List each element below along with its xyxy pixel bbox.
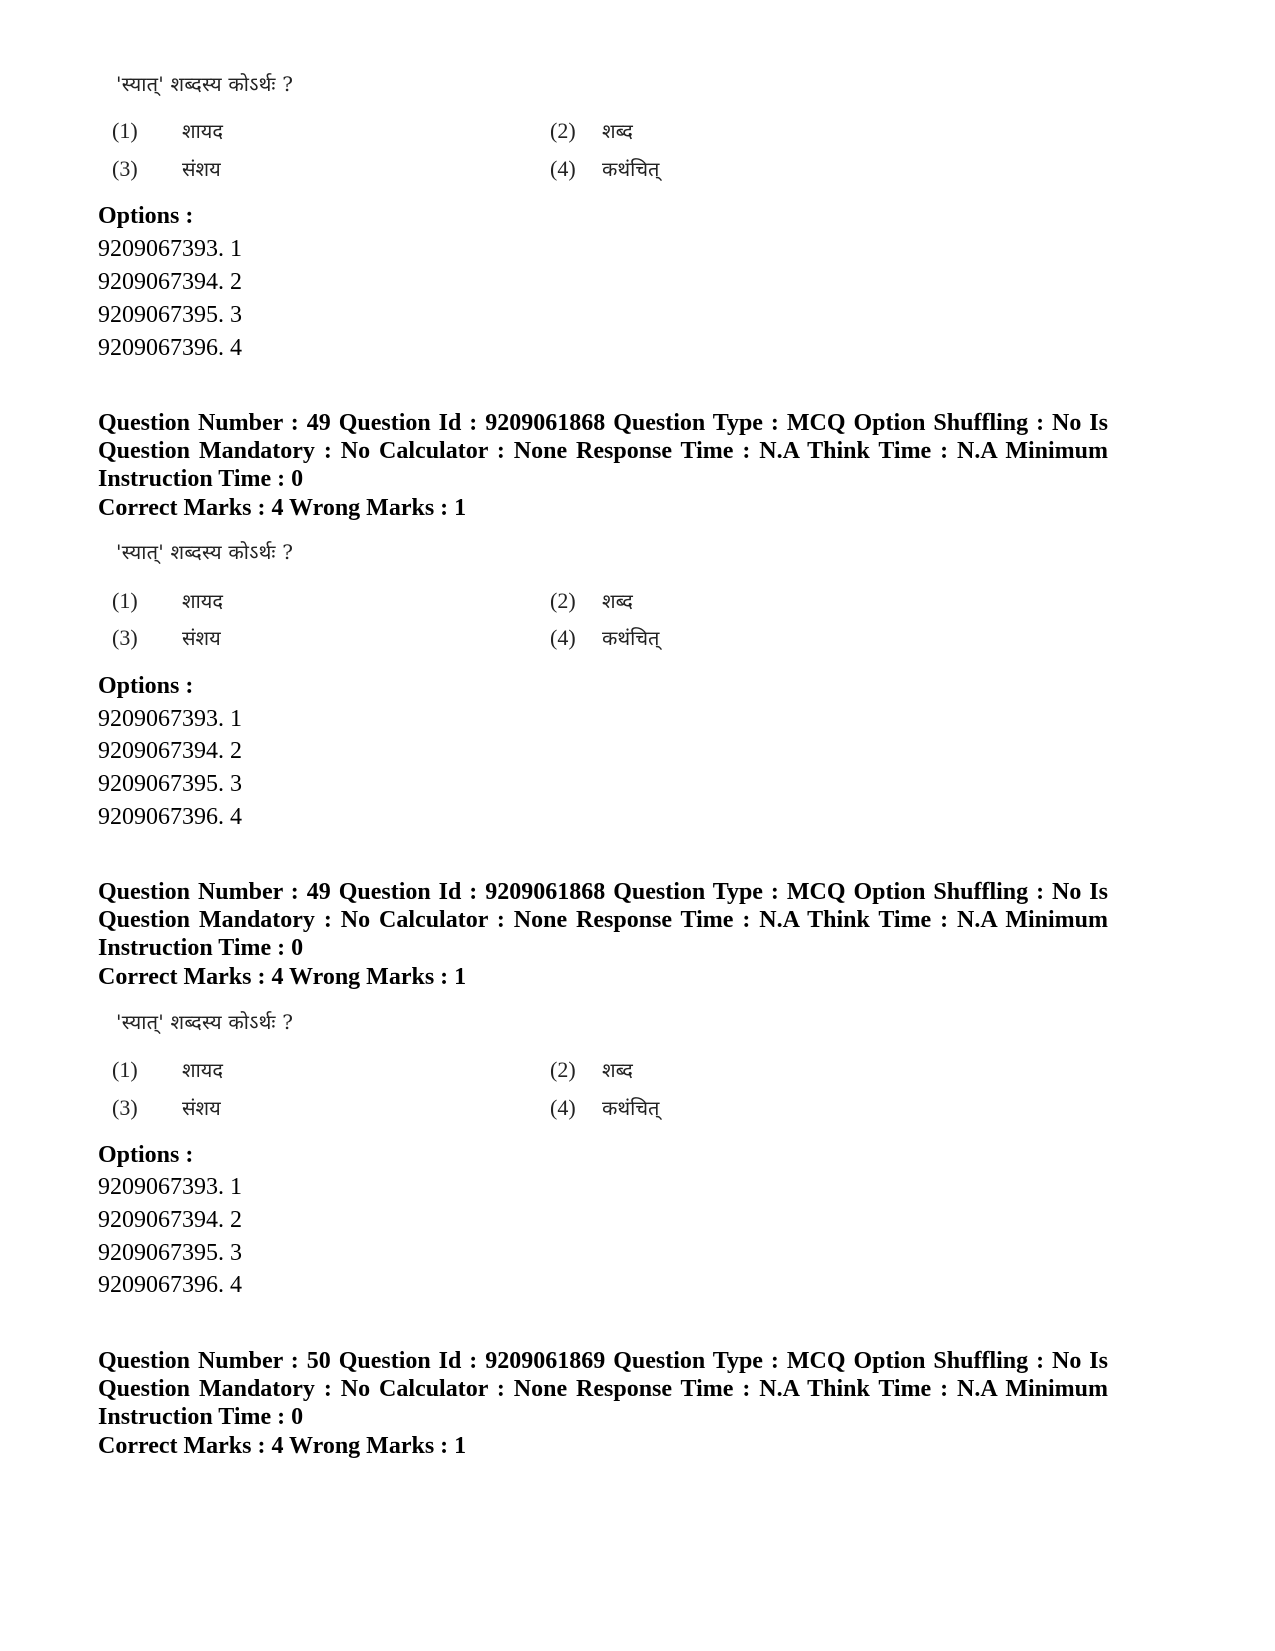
choice-number: (4) bbox=[550, 156, 576, 181]
choice-number: (4) bbox=[550, 625, 576, 650]
choice-1 bbox=[112, 587, 223, 614]
question-meta: Question Number : 49 Question Id : 9209061868 Question Type : MCQ Option Shuffling : No Is Question Mandatory : No Calculator : None Response Time : N.A Think Time : N.A Minimum Instruction Time : 0 bbox=[98, 410, 1108, 492]
choice-4 bbox=[550, 624, 659, 651]
choice-text: संशय bbox=[182, 157, 221, 181]
question-text: 'स्यात्' शब्दस्य कोऽर्थः ? bbox=[116, 540, 294, 564]
question-marks: Correct Marks : 4 Wrong Marks : 1 bbox=[98, 964, 467, 990]
choice-text: शब्द bbox=[602, 1058, 633, 1082]
option-line: 9209067394. 2 bbox=[98, 1207, 242, 1233]
choice-4 bbox=[550, 1094, 659, 1121]
choice-number: (2) bbox=[550, 1057, 576, 1082]
question-text: 'स्यात्' शब्दस्य कोऽर्थः ? bbox=[116, 72, 294, 96]
option-line: 9209067396. 4 bbox=[98, 1272, 242, 1298]
option-line: 9209067396. 4 bbox=[98, 804, 242, 830]
choice-number: (1) bbox=[112, 118, 138, 143]
question-meta: Question Number : 50 Question Id : 9209061869 Question Type : MCQ Option Shuffling : No Is Question Mandatory : No Calculator : None Response Time : N.A Think Time : N.A Minimum Instruction Time : 0 bbox=[98, 1348, 1108, 1430]
choice-number: (1) bbox=[112, 1057, 138, 1082]
options-heading: Options : bbox=[98, 1142, 194, 1168]
choice-2 bbox=[550, 117, 633, 144]
choice-2 bbox=[550, 587, 633, 614]
option-line: 9209067395. 3 bbox=[98, 771, 242, 797]
choice-number: (3) bbox=[112, 625, 138, 650]
option-line: 9209067393. 1 bbox=[98, 236, 242, 262]
options-heading: Options : bbox=[98, 673, 194, 699]
choice-text: कथंचित् bbox=[602, 157, 660, 181]
option-line: 9209067394. 2 bbox=[98, 738, 242, 764]
choice-text: कथंचित् bbox=[602, 1096, 660, 1120]
choice-text: कथंचित् bbox=[602, 626, 660, 650]
choice-text: संशय bbox=[182, 626, 221, 650]
choice-number: (1) bbox=[112, 588, 138, 613]
question-text: 'स्यात्' शब्दस्य कोऽर्थः ? bbox=[116, 1010, 294, 1034]
choice-3 bbox=[112, 624, 221, 651]
question-meta: Question Number : 49 Question Id : 9209061868 Question Type : MCQ Option Shuffling : No Is Question Mandatory : No Calculator : None Response Time : N.A Think Time : N.A Minimum Instruction Time : 0 bbox=[98, 879, 1108, 961]
choice-number: (3) bbox=[112, 1095, 138, 1120]
choice-text: संशय bbox=[182, 1096, 221, 1120]
choice-number: (2) bbox=[550, 118, 576, 143]
choice-3 bbox=[112, 155, 221, 182]
choice-4 bbox=[550, 155, 659, 182]
choice-number: (2) bbox=[550, 588, 576, 613]
choice-text: शब्द bbox=[602, 119, 633, 143]
question-marks: Correct Marks : 4 Wrong Marks : 1 bbox=[98, 495, 467, 521]
choice-number: (3) bbox=[112, 156, 138, 181]
option-line: 9209067396. 4 bbox=[98, 335, 242, 361]
choice-text: शायद bbox=[182, 119, 223, 143]
choice-1 bbox=[112, 117, 223, 144]
options-heading: Options : bbox=[98, 203, 194, 229]
choice-text: शायद bbox=[182, 1058, 223, 1082]
question-marks: Correct Marks : 4 Wrong Marks : 1 bbox=[98, 1433, 467, 1459]
choice-3 bbox=[112, 1094, 221, 1121]
option-line: 9209067394. 2 bbox=[98, 269, 242, 295]
choice-text: शब्द bbox=[602, 589, 633, 613]
option-line: 9209067393. 1 bbox=[98, 706, 242, 732]
choice-1 bbox=[112, 1056, 223, 1083]
choice-number: (4) bbox=[550, 1095, 576, 1120]
option-line: 9209067395. 3 bbox=[98, 1240, 242, 1266]
choice-2 bbox=[550, 1056, 633, 1083]
choice-text: शायद bbox=[182, 589, 223, 613]
option-line: 9209067395. 3 bbox=[98, 302, 242, 328]
option-line: 9209067393. 1 bbox=[98, 1174, 242, 1200]
